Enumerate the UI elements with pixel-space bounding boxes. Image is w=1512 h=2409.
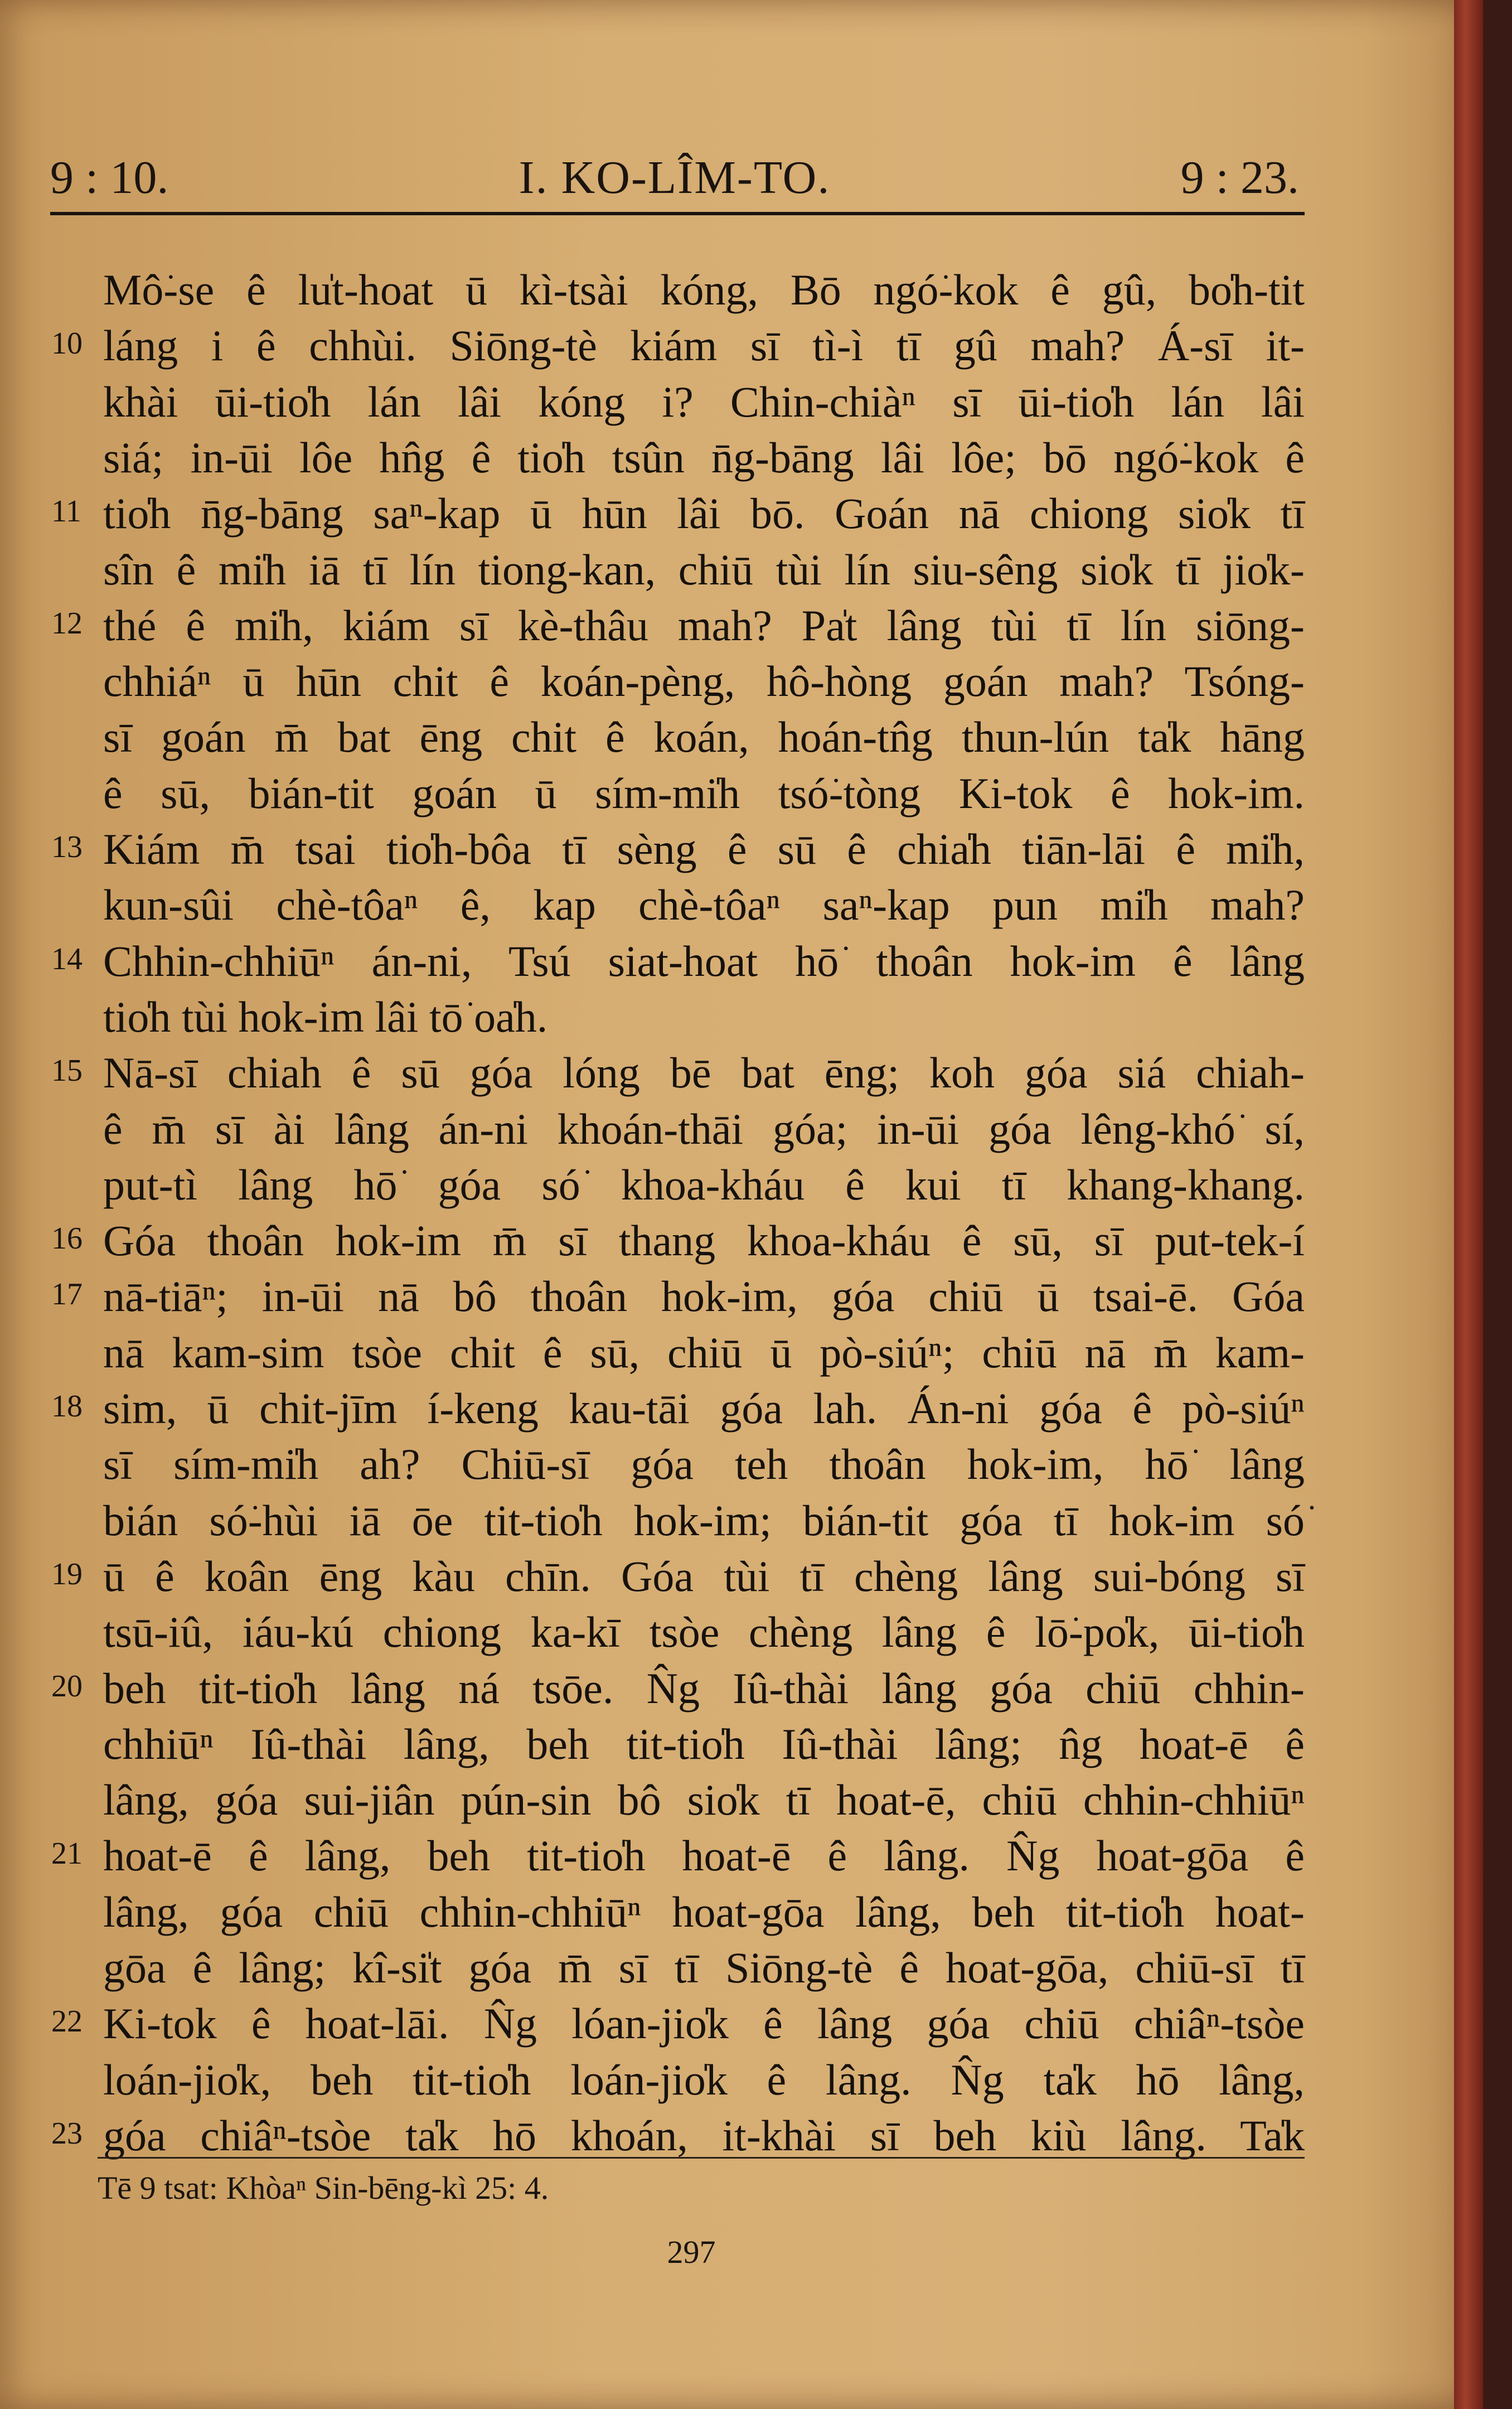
text-line <box>0 318 1483 374</box>
text-line <box>0 430 1483 486</box>
verse-text: bián só͘-hùi iā ōe tit-tio̍h hok-im; bián-tit góa tī hok-im só͘ <box>103 1496 1305 1545</box>
verse-text: hoat-ē ê lâng, beh tit-tio̍h hoat-ē ê lâng. N̂g hoat-gōa ê <box>103 1831 1305 1880</box>
text-line <box>0 1940 1483 1996</box>
verse-text: góa chiâⁿ-tsòe ta̍k hō khoán, it-khài sī beh kiù lâng. Ta̍k <box>103 2111 1305 2160</box>
footnote: Tē 9 tsat: Khòaⁿ Sin-bēng-kì 25: 4. <box>98 2170 549 2206</box>
verse-text: ū ê koân ēng kàu chīn. Góa tùi tī chèng lâng sui-bóng sī <box>103 1551 1305 1600</box>
verse-text: lâng, góa sui-jiân pún-sin bô sio̍k tī hoat-ē, chiū chhin-chhiūⁿ <box>103 1776 1305 1825</box>
text-line <box>0 821 1483 877</box>
text-line <box>0 598 1483 654</box>
text-line <box>0 1772 1483 1828</box>
verse-text: nā-tiāⁿ; in-ūi nā bô thoân hok-im, góa chiū ū tsai-ē. Góa <box>103 1272 1305 1321</box>
text-line <box>0 1604 1483 1660</box>
verse-text: chhiáⁿ ū hūn chit ê koán-pèng, hô-hòng goán mah? Tsóng- <box>103 657 1305 706</box>
verse-text: Góa thoân hok-im m̄ sī thang khoa-kháu ê sū, sī put-tek-í <box>103 1216 1305 1265</box>
text-line <box>0 1716 1483 1772</box>
verse-number: 12 <box>51 606 83 641</box>
header-left-reference: 9 : 10. <box>50 152 169 204</box>
verse-text: beh tit-tio̍h lâng ná tsōe. N̂g Iû-thài lâng góa chiū chhin- <box>103 1663 1305 1713</box>
verse-text: lâng, góa chiū chhin-chhiūⁿ hoat-gōa lâng, beh tit-tio̍h hoat- <box>103 1887 1305 1936</box>
verse-text: nā kam-sim tsòe chit ê sū, chiū ū pò-siúⁿ; chiū nā m̄ kam- <box>103 1328 1305 1377</box>
text-line <box>0 709 1483 765</box>
verse-number: 23 <box>51 2116 83 2151</box>
header-book-title: I. KO-LÎM-TO. <box>518 152 831 204</box>
text-line <box>0 262 1483 318</box>
verse-number: 19 <box>51 1556 83 1592</box>
text-line <box>0 2052 1483 2108</box>
verse-number: 20 <box>51 1668 83 1704</box>
verse-text: kun-sûi chè-tôaⁿ ê, kap chè-tôaⁿ saⁿ-kap pun mi̍h mah? <box>103 881 1305 930</box>
verse-text: ê sū, bián-tit goán ū sím-mi̍h tsó͘-tòng Ki-tok ê hok-im. <box>103 768 1305 817</box>
text-line <box>0 486 1483 541</box>
page-number: 297 <box>667 2234 716 2270</box>
verse-number: 13 <box>51 830 83 864</box>
text-line <box>0 1549 1483 1604</box>
header-rule <box>50 212 1305 215</box>
verse-text: Kiám m̄ tsai tio̍h-bôa tī sèng ê sū ê chia̍h tiān-lāi ê mi̍h, <box>103 825 1305 873</box>
verse-text: tio̍h n̄g-bāng saⁿ-kap ū hūn lâi bō. Goán nā chiong sio̍k tī <box>103 489 1305 538</box>
verse-number: 14 <box>51 941 83 976</box>
verse-number: 18 <box>51 1389 83 1424</box>
verse-number: 11 <box>51 494 81 529</box>
verse-text: Nā-sī chiah ê sū góa lóng bē bat ēng; koh góa siá chiah- <box>103 1048 1305 1097</box>
text-line <box>0 989 1483 1045</box>
text-line <box>0 1661 1483 1716</box>
verse-text: khài ūi-tio̍h lán lâi kóng i? Chin-chiàⁿ sī ūi-tio̍h lán lâi <box>103 377 1305 426</box>
text-line <box>0 1381 1483 1436</box>
verse-text: sī goán m̄ bat ēng chit ê koán, hoán-tn̂g thun-lún ta̍k hāng <box>103 713 1305 762</box>
verse-text: sī sím-mi̍h ah? Chiū-sī góa teh thoân hok-im, hō͘ lâng <box>103 1440 1305 1489</box>
verse-number: 10 <box>51 326 83 361</box>
verse-text: Chhin-chhiūⁿ án-ni, Tsú siat-hoat hō͘ thoân hok-im ê lâng <box>103 936 1305 985</box>
verse-text: chhiūⁿ Iû-thài lâng, beh tit-tio̍h Iû-thài lâng; n̂g hoat-ē ê <box>103 1719 1305 1768</box>
text-line <box>0 877 1483 933</box>
text-line <box>0 1157 1483 1213</box>
verse-text: gōa ê lâng; kî-si̍t góa m̄ sī tī Siōng-tè ê hoat-gōa, chiū-sī tī <box>103 1943 1305 1992</box>
verse-text: Ki-tok ê hoat-lāi. N̂g lóan-jio̍k ê lâng góa chiū chiâⁿ-tsòe <box>103 1999 1305 2048</box>
verse-number: 17 <box>51 1277 83 1312</box>
text-line <box>0 542 1483 598</box>
text-line <box>0 933 1483 989</box>
verse-text: sîn ê mi̍h iā tī lín tiong-kan, chiū tùi lín siu-sêng sio̍k tī jio̍k- <box>103 545 1305 594</box>
text-line <box>0 654 1483 709</box>
text-line <box>0 1325 1483 1381</box>
text-line <box>0 1101 1483 1157</box>
header-right-reference: 9 : 23. <box>1180 152 1299 204</box>
verse-text: láng i ê chhùi. Siōng-tè kiám sī tì-ì tī gû mah? Á-sī it- <box>103 321 1305 370</box>
footnote-rule <box>98 2157 1305 2159</box>
text-line <box>0 2108 1483 2164</box>
verse-text: tsū-iû, iáu-kú chiong ka-kī tsòe chèng lâng ê lō͘-po̍k, ūi-tio̍h <box>103 1608 1305 1657</box>
verse-text: loán-jio̍k, beh tit-tio̍h loán-jio̍k ê lâng. N̂g ta̍k hō lâng, <box>103 2055 1305 2104</box>
verse-number: 21 <box>51 1836 83 1871</box>
text-line <box>0 1269 1483 1324</box>
running-header <box>50 151 1299 212</box>
verse-text: tio̍h tùi hok-im lâi tō͘ oa̍h. <box>103 992 548 1041</box>
text-line <box>0 1436 1483 1492</box>
text-line <box>0 766 1483 821</box>
verse-number: 15 <box>51 1053 83 1089</box>
verse-number: 22 <box>51 2004 83 2039</box>
text-line <box>0 1045 1483 1101</box>
verse-text: put-tì lâng hō͘ góa só͘ khoa-kháu ê kui tī khang-khang. <box>103 1160 1305 1209</box>
text-line <box>0 1213 1483 1269</box>
verse-text: thé ê mi̍h, kiám sī kè-thâu mah? Pa̍t lâng tùi tī lín siōng- <box>103 601 1305 650</box>
verse-text: ê m̄ sī ài lâng án-ni khoán-thāi góa; in-ūi góa lêng-khó͘ sí, <box>103 1104 1305 1153</box>
verse-text: Mô͘-se ê lu̍t-hoat ū kì-tsài kóng, Bō ngó͘-kok ê gû, bo̍h-tit <box>103 265 1305 314</box>
verse-text: siá; in-ūi lôe hn̂g ê tio̍h tsûn n̄g-bāng lâi lôe; bō ngó͘-kok ê <box>103 433 1305 482</box>
verse-number: 16 <box>51 1221 83 1256</box>
text-line <box>0 1884 1483 1940</box>
text-line <box>0 374 1483 430</box>
text-line <box>0 1828 1483 1884</box>
text-line <box>0 1493 1483 1549</box>
text-line <box>0 1996 1483 2052</box>
verse-text: sim, ū chit-jīm í-keng kau-tāi góa lah. Án-ni góa ê pò-siúⁿ <box>103 1384 1305 1433</box>
